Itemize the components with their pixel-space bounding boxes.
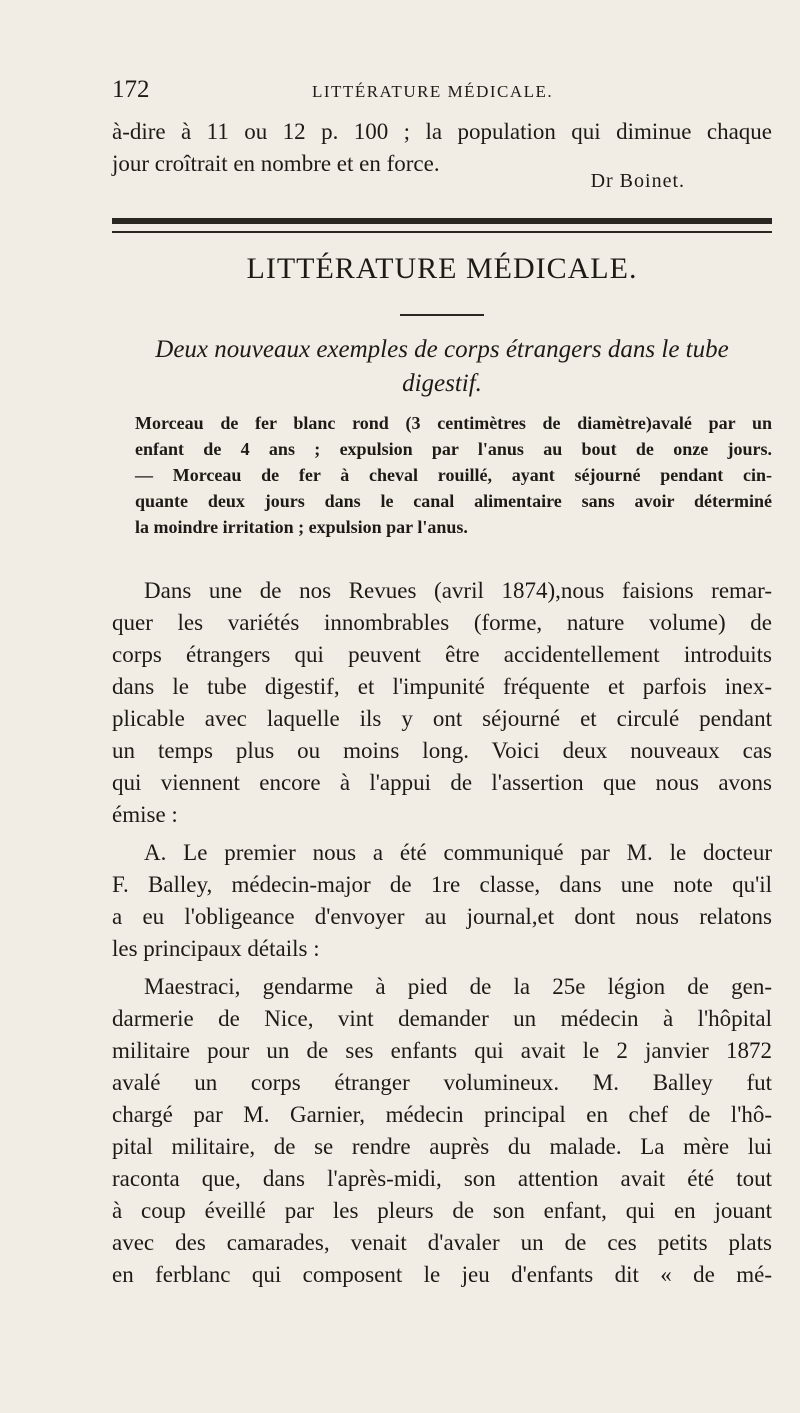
body-line: avalé un corps étranger volumineux. M. Balley fut [112,1070,772,1095]
body-line: Dans une de nos Revues (avril 1874),nous faisions remar- [144,578,772,603]
body-line: avec des camarades, venait d'avaler un de ces petits plats [112,1230,772,1255]
section-divider-thin [112,231,772,233]
body-line: darmerie de Nice, vint demander un médecin à l'hôpital [112,1006,772,1031]
body-line: pital militaire, de se rendre auprès du malade. La mère lui [112,1134,772,1159]
section-title: LITTÉRATURE MÉDICALE. [246,252,638,285]
text-line: jour croîtrait en nombre et en force. [112,151,440,176]
body-line: F. Balley, médecin-major de 1re classe, dans une note qu'il [112,872,772,897]
body-line: Maestraci, gendarme à pied de la 25e légion de gen- [144,974,772,999]
summary-line: enfant de 4 ans ; expulsion par l'anus au bout de onze jours. [135,439,772,459]
body-line: les principaux détails : [112,936,320,961]
article-title-line: Deux nouveaux exemples de corps étrangers dans le tube [155,336,729,363]
body-line: A. Le premier nous a été communiqué par M. le docteur [144,840,772,865]
title-rule [400,314,484,316]
body-line: a eu l'obligeance d'envoyer au journal,et dont nous relatons [112,904,772,929]
text-line: à-dire à 11 ou 12 p. 100 ; la population qui diminue chaque [112,119,772,144]
summary-line: la moindre irritation ; expulsion par l'anus. [135,517,468,537]
summary-line: quante deux jours dans le canal alimentaire sans avoir déterminé [135,491,772,511]
body-line: plicable avec laquelle ils y ont séjourné et circulé pendant [112,706,772,731]
author-signature: Dr Boinet. [590,170,685,192]
body-line: émise : [112,802,178,827]
body-line: dans le tube digestif, et l'impunité fréquente et parfois inex- [112,674,772,699]
body-line: militaire pour un de ses enfants qui avait le 2 janvier 1872 [112,1038,772,1063]
summary-line: — Morceau de fer à cheval rouillé, ayant séjourné pendant cin- [135,465,772,485]
body-line: quer les variétés innombrables (forme, nature volume) de [112,610,772,635]
running-title: LITTÉRATURE MÉDICALE. [312,82,554,101]
body-line: raconta que, dans l'après-midi, son attention avait été tout [112,1166,772,1191]
page-number: 172 [112,76,150,103]
section-divider-thick [112,218,772,224]
body-line: corps étrangers qui peuvent être accidentellement introduits [112,642,772,667]
body-line: en ferblanc qui composent le jeu d'enfants dit « de mé- [112,1262,772,1287]
body-line: qui viennent encore à l'appui de l'assertion que nous avons [112,770,772,795]
body-line: un temps plus ou moins long. Voici deux nouveaux cas [112,738,772,763]
running-header [112,76,772,112]
summary-line: Morceau de fer blanc rond (3 centimètres de diamètre)avalé par un [135,413,772,433]
article-title-line: digestif. [402,370,482,397]
body-line: à coup éveillé par les pleurs de son enfant, qui en jouant [112,1198,772,1223]
body-line: chargé par M. Garnier, médecin principal en chef de l'hô- [112,1102,772,1127]
